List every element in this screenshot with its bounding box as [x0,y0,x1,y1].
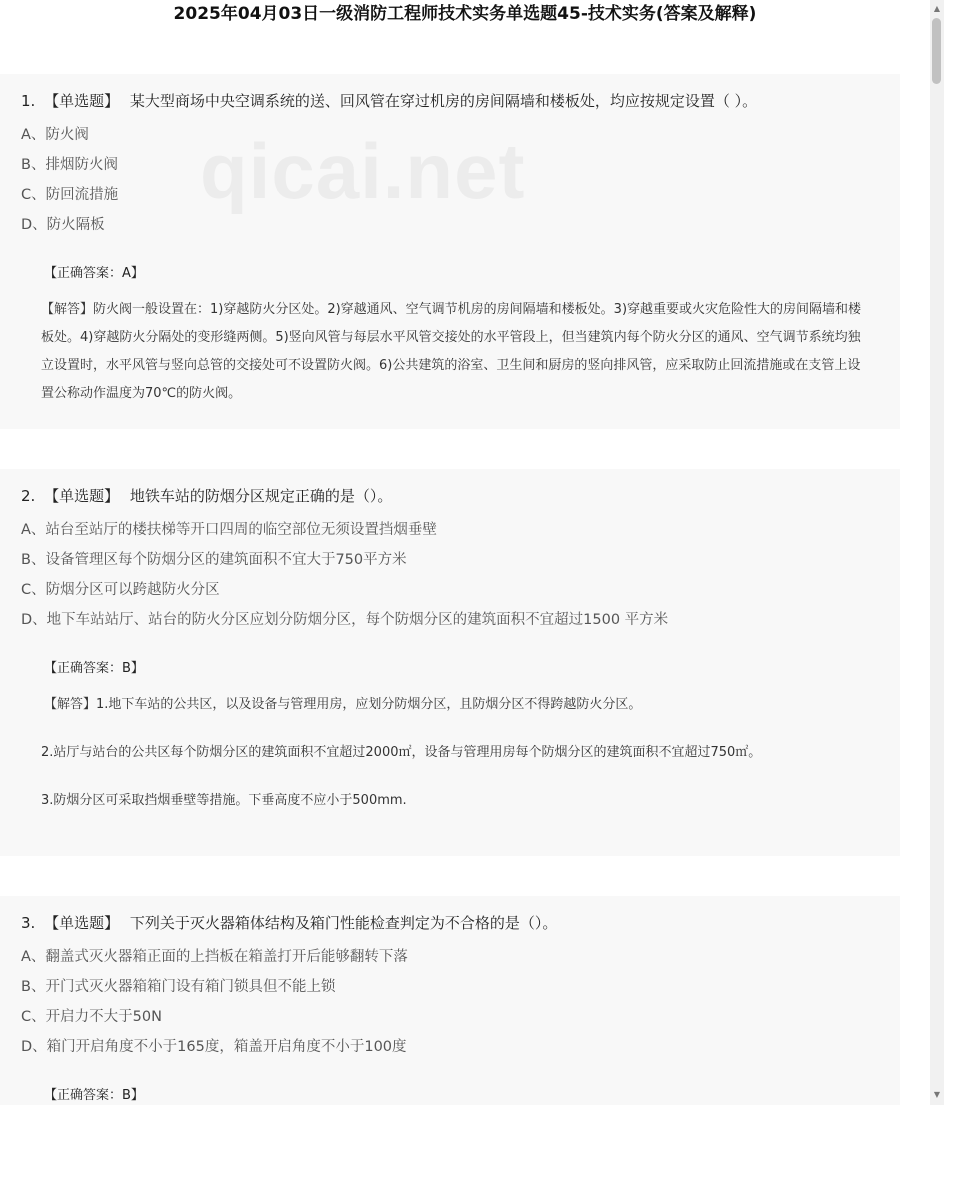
question-stem [21,913,557,933]
question-type: 【单选题】 [44,92,120,110]
option-a[interactable]: A、翻盖式灭火器箱正面的上挡板在箱盖打开后能够翻转下落 [21,949,408,965]
option-c[interactable]: C、防回流措施 [21,187,119,203]
watermark: qicai.net [200,127,526,215]
scroll-up-arrow-icon[interactable]: ▲ [933,4,941,13]
explanation-line-2: 2.站厅与站台的公共区每个防烟分区的建筑面积不宜超过2000㎡，设备与管理用房每个防烟分区的建筑面积不宜超过750㎡。 [41,745,762,760]
question-card-1 [0,74,900,429]
explanation-line-3: 3.防烟分区可采取挡烟垂壁等措施。下垂高度不应小于500mm. [41,793,407,808]
correct-answer: 【正确答案：A】 [44,266,144,281]
option-b[interactable]: B、开门式灭火器箱箱门设有箱门锁具但不能上锁 [21,979,336,995]
question-type: 【单选题】 [44,914,120,932]
answer-explanation: 【解答】防火阀一般设置在：1)穿越防火分区处。2)穿越通风、空气调节机房的房间隔墙和楼板处。3)穿越重要或火灾危险性大的房间隔墙和楼板处。4)穿越防火分隔处的变形缝两侧。5)竖向风管与每层水平风管交接处的水平管段上，但当建筑内每个防火分区的通风、空气调节系统均独立设置时，水平风管与竖向总管的交接处可不设置防火阀。6)公共建筑的浴室、卫生间和厨房的竖向排风管，应采取防止回流措施或在支管上设置公称动作温度为70℃的防火阀。 [41,302,862,401]
scroll-down-arrow-icon[interactable]: ▼ [933,1090,941,1099]
option-d[interactable]: D、地下车站站厅、站台的防火分区应划分防烟分区，每个防烟分区的建筑面积不宜超过1500 平方米 [21,612,669,628]
option-d[interactable]: D、防火隔板 [21,217,105,233]
option-c[interactable]: C、开启力不大于50N [21,1009,162,1025]
question-stem [21,486,392,506]
question-number: 3. [21,914,36,932]
option-c[interactable]: C、防烟分区可以跨越防火分区 [21,582,220,598]
option-b[interactable]: B、排烟防火阀 [21,157,118,173]
question-number: 2. [21,487,36,505]
vertical-scrollbar[interactable] [930,0,944,1105]
option-b[interactable]: B、设备管理区每个防烟分区的建筑面积不宜大于750平方米 [21,552,407,568]
explanation-line-1: 【解答】1.地下车站的公共区，以及设备与管理用房，应划分防烟分区，且防烟分区不得跨越防火分区。 [44,697,642,712]
question-text: 地铁车站的防烟分区规定正确的是（）。 [129,487,393,505]
correct-answer: 【正确答案：B】 [44,661,144,676]
question-text: 下列关于灭火器箱体结构及箱门性能检查判定为不合格的是（）。 [129,914,558,932]
question-text: 某大型商场中央空调系统的送、回风管在穿过机房的房间隔墙和楼板处，均应按规定设置（ ）。 [129,92,758,110]
question-number: 1. [21,92,36,110]
question-type: 【单选题】 [44,487,120,505]
scrollbar-thumb[interactable] [932,18,941,84]
correct-answer: 【正确答案：B】 [44,1088,144,1103]
question-card-2 [0,469,900,856]
option-d[interactable]: D、箱门开启角度不小于165度，箱盖开启角度不小于100度 [21,1039,407,1055]
option-a[interactable]: A、防火阀 [21,127,89,143]
question-stem [21,91,757,111]
question-card-3 [0,896,900,1105]
page-title: 2025年04月03日一级消防工程师技术实务单选题45-技术实务(答案及解释) [173,4,757,24]
option-a[interactable]: A、站台至站厅的楼扶梯等开口四周的临空部位无须设置挡烟垂壁 [21,522,437,538]
